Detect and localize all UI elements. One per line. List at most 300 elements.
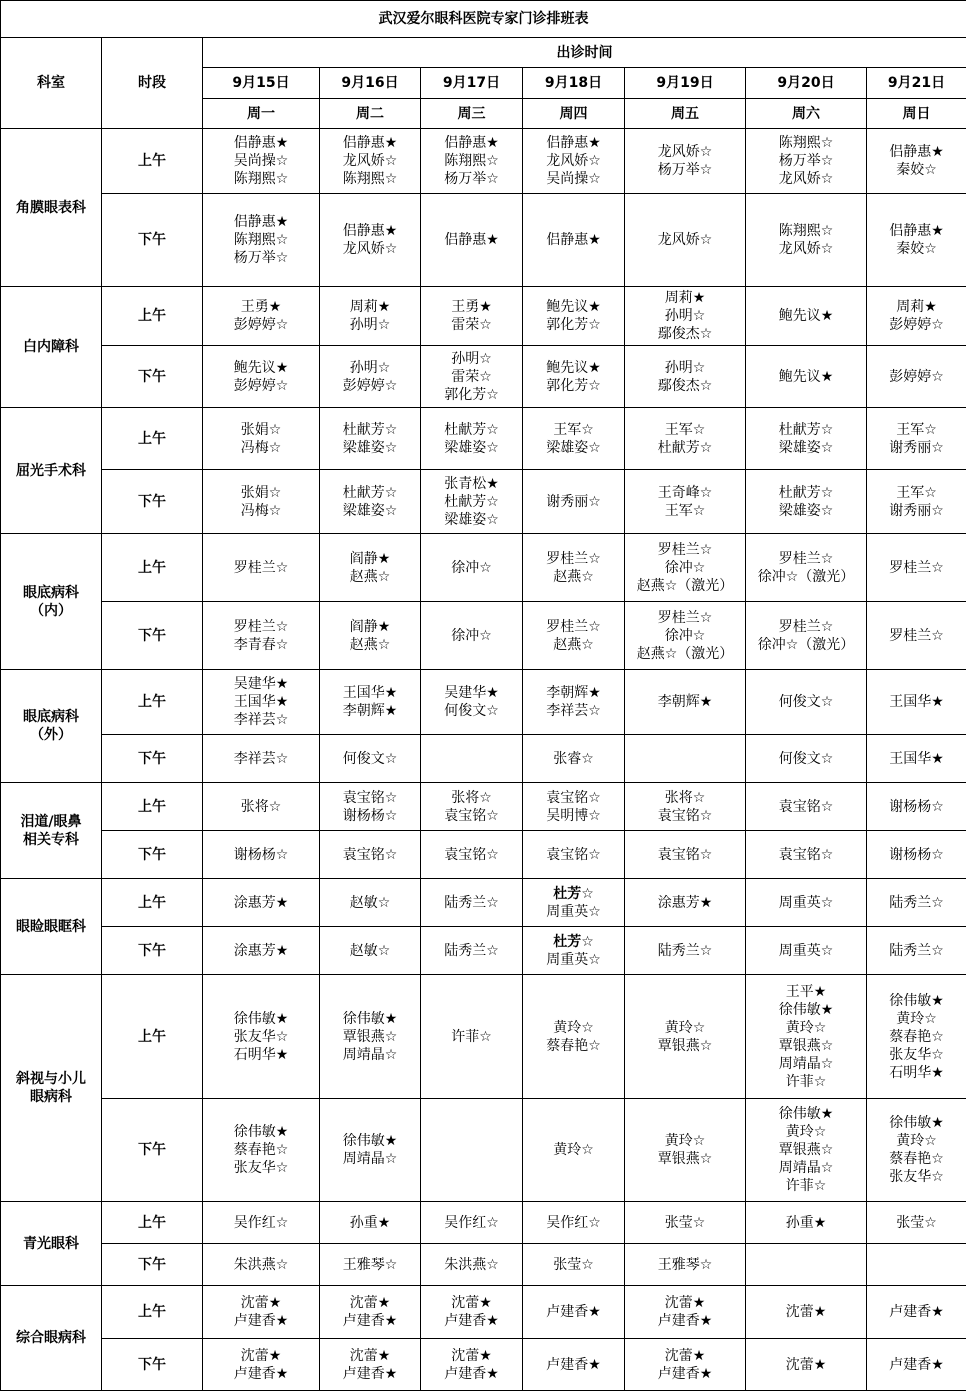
doctor-cell [523,735,625,783]
doctor-name: 李祥芸☆ [203,711,319,729]
period-cell: 下午 [102,470,203,534]
doctor-name: 鄢俊杰☆ [625,377,745,395]
schedule-row [1,1202,966,1244]
department-name: 角膜眼表科 [1,199,101,217]
doctor-name: 侣静惠★ [867,222,966,240]
doctor-cell [421,534,523,602]
doctor-cell [625,408,746,470]
doctor-name: 侣静惠★ [523,134,624,152]
doctor-cell [203,735,320,783]
period-cell: 下午 [102,1339,203,1391]
doctor-name: 袁宝铭☆ [625,807,745,825]
doctor-cell [867,194,966,287]
doctor-name: 谢杨杨☆ [203,846,319,864]
department-name: 青光眼科 [1,1235,101,1253]
doctor-name: 杜献芳☆ [746,421,866,439]
doctor-cell [867,470,966,534]
doctor-cell [320,194,421,287]
department-name: 眼病科 [1,1088,101,1106]
doctor-name: 张友华☆ [867,1046,966,1064]
doctor-name: 徐冲☆（激光） [746,568,866,586]
doctor-name: 雷荣☆ [421,316,522,334]
doctor-cell [320,346,421,408]
doctor-cell [867,346,966,408]
doctor-name: 杜献芳☆ [625,439,745,457]
doctor-name: 卢建香★ [625,1312,745,1330]
doctor-cell [421,1099,523,1202]
date-header: 9月21日 [867,68,966,99]
doctor-cell [320,287,421,346]
doctor-name: 张友华☆ [867,1168,966,1186]
date-header: 9月17日 [421,68,523,99]
doctor-name: 徐冲☆（激光） [746,636,866,654]
period-cell: 下午 [102,1099,203,1202]
doctor-cell [203,1099,320,1202]
doctor-cell [523,534,625,602]
department-cell [1,670,102,783]
doctor-name: 张娟☆ [203,421,319,439]
doctor-name: 陈翔熙☆ [421,152,522,170]
doctor-cell [320,1244,421,1286]
doctor-name: 彭婷婷☆ [203,316,319,334]
date-header: 9月18日 [523,68,625,99]
doctor-name: 卢建香★ [523,1356,624,1374]
doctor-cell [625,129,746,194]
doctor-name: 王国华★ [867,750,966,768]
doctor-name: 黄玲☆ [523,1019,624,1037]
doctor-name: 黄玲☆ [625,1132,745,1150]
period-cell: 上午 [102,879,203,927]
doctor-name: 沈蕾★ [203,1294,319,1312]
doctor-cell [746,1099,867,1202]
doctor-cell [421,879,523,927]
doctor-cell [746,1244,867,1286]
doctor-name: 沈蕾★ [746,1356,866,1374]
doctor-name: 卢建香★ [625,1365,745,1383]
doctor-cell [203,470,320,534]
doctor-name: 张莹☆ [523,1256,624,1274]
doctor-cell [625,1286,746,1339]
doctor-name: 冯梅☆ [203,439,319,457]
doctor-name: 陆秀兰☆ [867,942,966,960]
schedule-row [1,735,966,783]
doctor-name: 袁宝铭☆ [746,798,866,816]
doctor-name: 徐伟敏★ [746,1105,866,1123]
doctor-name: 陈翔熙☆ [203,231,319,249]
schedule-row [1,831,966,879]
doctor-name: 张睿☆ [523,750,624,768]
doctor-name: 沈蕾★ [625,1294,745,1312]
doctor-name: 孙明☆ [421,350,522,368]
doctor-name: 朱洪燕☆ [421,1256,522,1274]
doctor-name: 周莉★ [320,298,420,316]
doctor-name: 徐冲☆ [625,559,745,577]
doctor-name: 徐伟敏★ [203,1123,319,1141]
doctor-name: 彭婷婷☆ [203,377,319,395]
doctor-name: 杨万举☆ [203,249,319,267]
doctor-name: 谢秀丽☆ [867,439,966,457]
doctor-name: 袁宝铭☆ [523,789,624,807]
doctor-name: 王奇峰☆ [625,484,745,502]
doctor-name: 蔡春艳☆ [867,1028,966,1046]
doctor-cell [421,194,523,287]
doctor-name: 陆秀兰☆ [421,942,522,960]
doctor-name: 陈翔熙☆ [203,170,319,188]
doctor-name: 侣静惠★ [320,134,420,152]
doctor-name: 覃银燕☆ [625,1150,745,1168]
schedule-row [1,408,966,470]
doctor-name: 涂惠芳★ [203,942,319,960]
doctor-name: 陆秀兰☆ [625,942,745,960]
doctor-cell [746,831,867,879]
doctor-cell [523,346,625,408]
doctor-cell [421,1202,523,1244]
doctor-name: 许菲☆ [746,1073,866,1091]
doctor-cell [625,1339,746,1391]
doctor-name: 杜献芳☆ [320,484,420,502]
doctor-name: 何俊文☆ [746,750,866,768]
doctor-cell [523,1244,625,1286]
doctor-cell [746,287,867,346]
department-name: 综合眼病科 [1,1329,101,1347]
doctor-name: 侣静惠★ [203,213,319,231]
doctor-name: 张友华☆ [203,1159,319,1177]
doctor-cell [203,879,320,927]
doctor-cell [867,1202,966,1244]
doctor-name: 彭婷婷☆ [867,316,966,334]
doctor-cell [320,1286,421,1339]
doctor-name: 谢秀丽☆ [523,493,624,511]
doctor-name: 王国华★ [320,684,420,702]
doctor-name: 吴作红☆ [203,1214,319,1232]
doctor-cell [523,1202,625,1244]
doctor-name: 罗桂兰☆ [746,550,866,568]
doctor-cell [203,783,320,831]
weekday-header: 周六 [746,99,867,129]
schedule-row [1,783,966,831]
doctor-name: 赵燕☆ [523,636,624,654]
doctor-cell [523,1339,625,1391]
schedule-row [1,927,966,975]
doctor-name: 吴建华★ [203,675,319,693]
doctor-cell [523,927,625,975]
doctor-name: 侣静惠★ [867,143,966,161]
doctor-name: 陈翔熙☆ [746,134,866,152]
department-name: 眼底病科 [1,584,101,602]
doctor-cell [320,534,421,602]
period-cell: 下午 [102,927,203,975]
doctor-name: 杜献芳☆ [421,421,522,439]
doctor-cell [625,602,746,670]
department-cell [1,1202,102,1286]
doctor-cell [203,602,320,670]
doctor-name: 张青松★ [421,475,522,493]
doctor-cell [523,975,625,1099]
doctor-name: 何俊文☆ [421,702,522,720]
title-row [1,1,966,38]
doctor-cell [421,1244,523,1286]
doctor-cell [746,602,867,670]
doctor-name: 卢建香★ [523,1303,624,1321]
doctor-cell [203,975,320,1099]
doctor-cell [625,670,746,735]
doctor-cell [421,1339,523,1391]
doctor-name: 孙重★ [746,1214,866,1232]
doctor-name: 沈蕾★ [625,1347,745,1365]
department-name: 眼睑眼眶科 [1,918,101,936]
doctor-name: 王勇★ [421,298,522,316]
doctor-cell [867,287,966,346]
doctor-cell [320,735,421,783]
doctor-name: 徐伟敏★ [320,1132,420,1150]
doctor-name: 王平★ [746,983,866,1001]
doctor-cell [746,927,867,975]
doctor-name: 周靖晶☆ [746,1055,866,1073]
doctor-cell [320,975,421,1099]
doctor-name: 罗桂兰☆ [523,550,624,568]
department-name: 屈光手术科 [1,462,101,480]
doctor-cell [421,287,523,346]
doctor-cell [625,1244,746,1286]
doctor-name: 李祥芸☆ [523,702,624,720]
doctor-cell [421,1286,523,1339]
doctor-cell [203,670,320,735]
doctor-name: 龙风娇☆ [523,152,624,170]
doctor-name: 黄玲☆ [746,1019,866,1037]
doctor-name: 鲍先议★ [523,298,624,316]
doctor-cell [320,670,421,735]
doctor-name: 阎静★ [320,618,420,636]
date-header: 9月19日 [625,68,746,99]
doctor-name: 周莉★ [867,298,966,316]
doctor-cell [320,408,421,470]
doctor-name: 徐伟敏★ [867,1114,966,1132]
doctor-name: 徐伟敏★ [746,1001,866,1019]
doctor-name: 龙风娇☆ [320,152,420,170]
doctor-cell [625,1202,746,1244]
doctor-name: 何俊文☆ [320,750,420,768]
doctor-cell [746,1202,867,1244]
doctor-name: 侣静惠★ [421,134,522,152]
schedule-row [1,879,966,927]
doctor-name: 王国华★ [203,693,319,711]
schedule-row [1,975,966,1099]
doctor-name: 李朝辉★ [625,693,745,711]
period-cell: 下午 [102,735,203,783]
doctor-name: 龙风娇☆ [625,143,745,161]
doctor-name: 杜献芳☆ [320,421,420,439]
doctor-name: 徐伟敏★ [867,992,966,1010]
doctor-name: 周重英☆ [523,903,624,921]
doctor-name: 罗桂兰☆ [867,559,966,577]
doctor-name: 覃银燕☆ [320,1028,420,1046]
doctor-name: 鲍先议★ [523,359,624,377]
doctor-name: 吴作红☆ [421,1214,522,1232]
doctor-name: 杜芳☆ [523,933,624,951]
doctor-cell [203,1339,320,1391]
doctor-name: 陆秀兰☆ [867,894,966,912]
doctor-name: 王雅琴☆ [320,1256,420,1274]
schedule-row [1,287,966,346]
doctor-name: 赵敏☆ [320,942,420,960]
doctor-name: 罗桂兰☆ [203,559,319,577]
doctor-name: 陈翔熙☆ [746,222,866,240]
doctor-name: 秦姣☆ [867,161,966,179]
doctor-name: 吴尚操☆ [523,170,624,188]
table-title: 武汉爱尔眼科医院专家门诊排班表 [1,1,966,38]
doctor-cell [867,735,966,783]
doctor-cell [320,1099,421,1202]
doctor-cell [523,783,625,831]
doctor-cell [625,735,746,783]
doctor-name: 袁宝铭☆ [320,789,420,807]
doctor-cell [867,1339,966,1391]
doctor-name: 黄玲☆ [523,1141,624,1159]
period-cell: 上午 [102,534,203,602]
doctor-cell [523,194,625,287]
period-cell: 下午 [102,194,203,287]
doctor-name: 石明华★ [867,1064,966,1082]
date-header: 9月15日 [203,68,320,99]
doctor-name: 罗桂兰☆ [746,618,866,636]
department-name: 相关专科 [1,831,101,849]
doctor-name: 王军☆ [625,421,745,439]
doctor-name: 罗桂兰☆ [625,609,745,627]
period-cell: 上午 [102,670,203,735]
doctor-cell [746,1339,867,1391]
doctor-name: 孙明☆ [320,316,420,334]
department-cell [1,783,102,879]
doctor-cell [625,927,746,975]
doctor-cell [523,408,625,470]
doctor-name: 杜献芳☆ [746,484,866,502]
doctor-name: 杨万举☆ [746,152,866,170]
schedule-row [1,1099,966,1202]
doctor-name: 王军☆ [867,421,966,439]
doctor-name: 梁雄姿☆ [746,502,866,520]
doctor-name: 鲍先议★ [203,359,319,377]
doctor-cell [625,470,746,534]
doctor-name: 杨万举☆ [421,170,522,188]
doctor-name: 袁宝铭☆ [625,846,745,864]
doctor-name: 张友华☆ [203,1028,319,1046]
doctor-name: 周靖晶☆ [746,1159,866,1177]
doctor-cell [421,927,523,975]
doctor-name: 袁宝铭☆ [421,807,522,825]
schedule-row [1,1286,966,1339]
doctor-cell [867,783,966,831]
date-header: 9月20日 [746,68,867,99]
doctor-name: 梁雄姿☆ [421,511,522,529]
doctor-name: 朱洪燕☆ [203,1256,319,1274]
doctor-name: 秦姣☆ [867,240,966,258]
doctor-name: 沈蕾★ [320,1347,420,1365]
period-header: 时段 [102,38,203,129]
schedule-row [1,470,966,534]
doctor-cell [203,346,320,408]
doctor-name: 袁宝铭☆ [746,846,866,864]
doctor-cell [867,129,966,194]
doctor-name: 许菲☆ [421,1028,522,1046]
doctor-name: 赵燕☆（激光） [625,577,745,595]
doctor-cell [746,975,867,1099]
department-cell [1,1286,102,1391]
doctor-name: 王国华★ [867,693,966,711]
department-name: 白内障科 [1,338,101,356]
weekday-header: 周一 [203,99,320,129]
schedule-row [1,602,966,670]
doctor-name: 吴明博☆ [523,807,624,825]
period-cell: 上午 [102,1286,203,1339]
doctor-name: 涂惠芳★ [203,894,319,912]
doctor-name: 谢杨杨☆ [320,807,420,825]
doctor-cell [867,975,966,1099]
doctor-name: 郭化芳☆ [421,386,522,404]
doctor-name: 卢建香★ [867,1356,966,1374]
weekday-header: 周四 [523,99,625,129]
doctor-cell [867,927,966,975]
doctor-cell [421,602,523,670]
schedule-row [1,1244,966,1286]
weekday-header: 周日 [867,99,966,129]
doctor-name: 王军☆ [625,502,745,520]
doctor-cell [421,129,523,194]
period-cell: 上午 [102,287,203,346]
period-cell: 上午 [102,408,203,470]
doctor-name: 阎静★ [320,550,420,568]
department-name: 泪道/眼鼻 [1,813,101,831]
doctor-name: 张将☆ [203,798,319,816]
doctor-cell [320,602,421,670]
doctor-name: 鲍先议★ [746,368,866,386]
doctor-name: 蔡春艳☆ [203,1141,319,1159]
doctor-cell [625,831,746,879]
doctor-name: 杜献芳☆ [421,493,522,511]
doctor-cell [867,831,966,879]
doctor-cell [203,831,320,879]
doctor-cell [523,670,625,735]
doctor-cell [746,670,867,735]
doctor-name: 罗桂兰☆ [867,627,966,645]
doctor-name: 梁雄姿☆ [421,439,522,457]
doctor-name: 黄玲☆ [746,1123,866,1141]
doctor-cell [746,534,867,602]
period-cell: 下午 [102,346,203,408]
doctor-name: 谢杨杨☆ [867,798,966,816]
doctor-cell [523,879,625,927]
doctor-name: 张莹☆ [625,1214,745,1232]
doctor-name: 周靖晶☆ [320,1150,420,1168]
doctor-name: 卢建香★ [203,1312,319,1330]
department-name: 眼底病科 [1,708,101,726]
doctor-cell [203,1286,320,1339]
doctor-cell [867,1099,966,1202]
doctor-cell [320,783,421,831]
doctor-name: 侣静惠★ [421,231,522,249]
date-header: 9月16日 [320,68,421,99]
doctor-cell [867,534,966,602]
period-cell: 上午 [102,783,203,831]
doctor-name: 赵燕☆ [523,568,624,586]
schedule-row [1,129,966,194]
doctor-name: 孙明☆ [625,307,745,325]
doctor-name: 赵燕☆ [320,568,420,586]
doctor-name: 郭化芳☆ [523,316,624,334]
doctor-cell [746,1286,867,1339]
doctor-name: 何俊文☆ [746,693,866,711]
doctor-name: 李朝辉★ [523,684,624,702]
doctor-name: 罗桂兰☆ [203,618,319,636]
